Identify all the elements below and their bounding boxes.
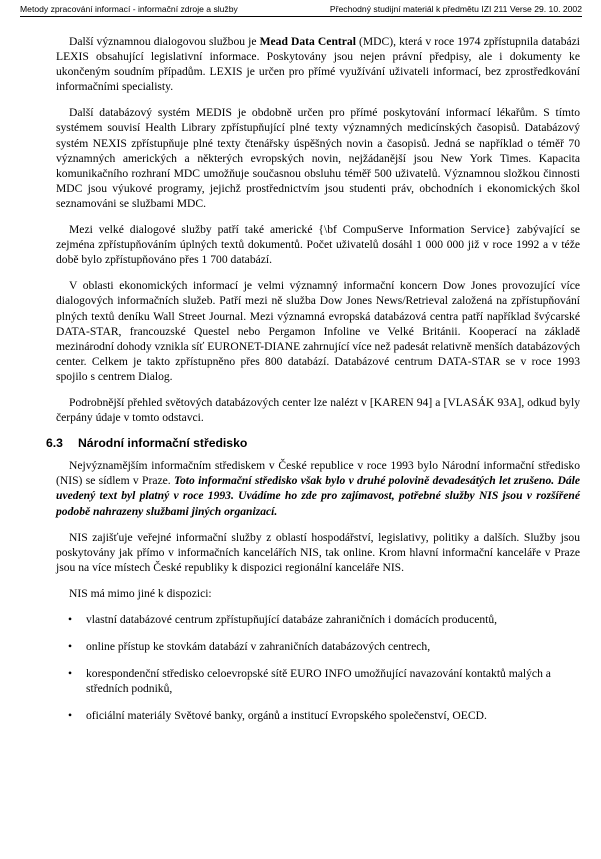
- paragraph-nis-services: NIS zajišťuje veřejné informační služby z oblastí hospodářství, legislativy, politiky a dalších. Služby jsou poskytovány jak přímo v informačních kancelářích NIS, tak online. Krom hlavní informační kanceláře v Praze jsou na více místech České republiky k dispozici regionální kanceláře NIS.: [56, 530, 580, 574]
- page-header: [20, 4, 582, 17]
- paragraph-mdc: Další významnou dialogovou službou je Mead Data Central (MDC), která v roce 1974 zpřístupnila databázi LEXIS obsahující legislativní informace. Poskytovány jsou nejen právní předpisy, ale i dokumenty ke ukončeným soudním případům. LEXIS je určen pro přímé využívání uživateli informací, bez zprostředkování informačními specialisty.: [56, 35, 581, 94]
- paragraph-compuserve: Mezi velké dialogové služby patří také americké {\bf CompuServe Information Service} zabývající se zejména zpřístupňováním úplných textů dokumentů. Počet uživatelů dosáhl 1 000 000 již v roce 1992 a v téže době bylo zpřístupňováno přes 1 700 databází.: [56, 223, 580, 267]
- list-item: • oficiální materiály Světové banky, orgánů a institucí Evropského společenství, OECD.: [68, 709, 487, 723]
- bullet-icon: •: [68, 667, 73, 681]
- paragraph-nis-list-intro: NIS má mimo jiné k dispozici:: [69, 586, 212, 600]
- section-heading: [46, 436, 580, 451]
- paragraph-medis: Další databázový systém MEDIS je obdobně určen pro přímé poskytování informací lékařům. S tímto systémem souvisí Health Library zpřístupňující plné texty významných medicínských časopisů. Databázový systém NEXIS zpřístupňuje plné texty čtenářsky úspěšných novin a časopisů. Jedná se například o téměř 70 významných amerických a některých evropských novin, nejžádanější jsou New York Times. Kapacita komunikačního rozhraní MDC umožňuje současnou obsluhu téměř 500 uživatelů. Významnou složkou činnosti MDC jsou výukové programy, jejichž prostřednictvím jsou studenti práv, obchodních i ekonomických škol seznamováni se službami MDC.: [56, 106, 580, 210]
- nis-resource-list: [56, 612, 580, 723]
- mdc-bold-name: Mead Data Central: [259, 35, 356, 48]
- section-title: Národní informační středisko: [78, 436, 248, 451]
- list-item: • vlastní databázové centrum zpřístupňující databáze zahraničních i domácích producentů,: [68, 613, 498, 626]
- paragraph-sources: Podrobnější přehled světových databázových center lze nalézt v [KAREN 94] a [VLASÁK 93A], odkud byly čerpány údaje v tomto odstavci.: [56, 395, 580, 425]
- header-right: Přechodný studijní materiál k předmětu IZI 211 Verse 29. 10. 2002: [329, 4, 582, 14]
- section-number: 6.3: [46, 436, 63, 451]
- nis-italic-note: Toto informační středisko však bylo v druhé polovině devadesátých let zrušeno. Dále uvedený text byl platný v roce 1993. Uvádíme ho zde pro zajímavost, potřebné služby NIS jsou v rozšířené podobě nahrazeny službami jiných organizací.: [56, 474, 580, 518]
- paragraph-nis-intro: Nejvýznamějším informačním střediskem v České republice v roce 1993 bylo Národní informační středisko (NIS) se sídlem v Praze. Toto informační středisko však bylo v druhé polovině devadesátých let zrušeno. Dále uvedený text byl platný v roce 1993. Uvádíme ho zde pro zajímavost, potřebné služby NIS jsou v rozšířené podobě nahrazeny službami jiných organizací.: [56, 459, 580, 518]
- list-item: • korespondenční středisko celoevropské sítě EURO INFO umožňující navazování kontaktů malých a středních podniků,: [68, 667, 551, 696]
- bullet-icon: •: [68, 709, 73, 723]
- header-left: Metody zpracování informací - informační zdroje a služby: [20, 4, 238, 14]
- bullet-icon: •: [68, 640, 73, 654]
- document-body: [46, 34, 581, 735]
- paragraph-dow-jones: V oblasti ekonomických informací je velmi významný informační koncern Dow Jones provozující více dialogových informačních služeb. Patří mezi ně služba Dow Jones News/Retrieval založená na zpřístupňování plných textů deníku Wall Street Journal. Mezi významná evropská databázová centra patří například švýcarské DATA-STAR, francouzské Questel nebo Pergamon Infoline ve Velké Británii. Kooperací na základě mezinárodní dohody vznikla síť EURONET-DIANE zahrnující více než padesát relativně menších databázových center. Celkem je takto zpřístupněno přes 800 databází. Databázové centrum DATA-STAR se v roce 1993 spojilo s centrem Dialog.: [56, 279, 580, 383]
- bullet-icon: •: [68, 613, 73, 626]
- list-item: • online přístup ke stovkám databází v zahraničních databázových centrech,: [68, 640, 431, 654]
